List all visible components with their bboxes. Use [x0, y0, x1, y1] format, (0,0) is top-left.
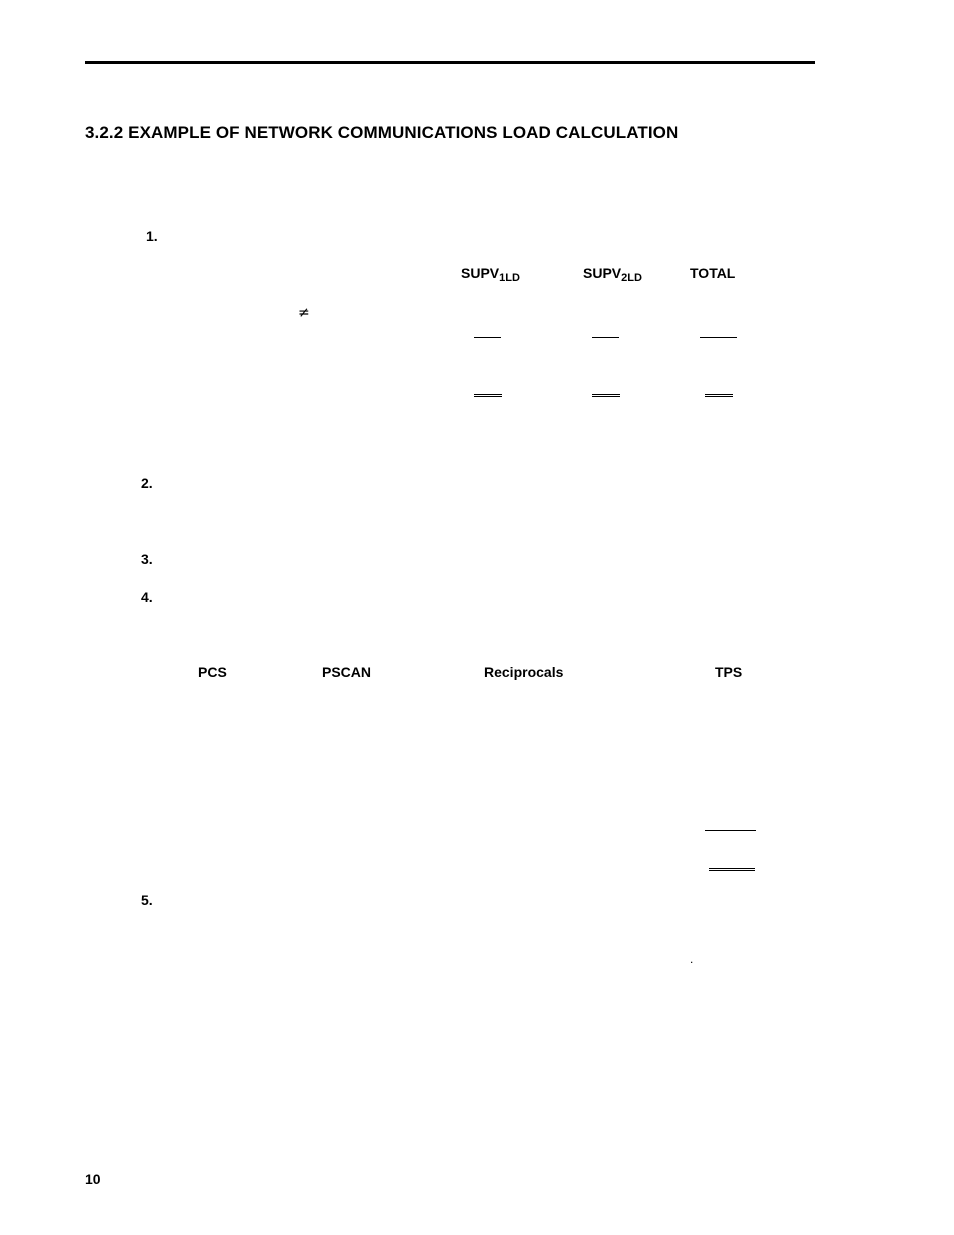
tps-total-double-rule	[709, 868, 755, 871]
reciprocals-header: Reciprocals	[484, 664, 564, 680]
not-equal-symbol: ≠	[298, 305, 310, 321]
supv2ld-total-double-rule	[592, 394, 620, 397]
total-header: TOTAL	[690, 265, 736, 281]
tps-subtotal-rule	[705, 830, 756, 831]
total-subtotal-rule	[700, 337, 737, 338]
step-number-3: 3.	[141, 551, 153, 567]
trailing-period: .	[690, 952, 694, 966]
section-heading: 3.2.2 EXAMPLE OF NETWORK COMMUNICATIONS LOAD CALCULATION	[85, 123, 679, 142]
pscan-header: PSCAN	[322, 664, 372, 680]
supv2ld-subtotal-rule	[592, 337, 619, 338]
step-number-1: 1.	[146, 228, 158, 244]
step-number-4: 4.	[141, 589, 153, 605]
step-number-2: 2.	[141, 475, 153, 491]
supv1ld-subtotal-rule	[474, 337, 501, 338]
supv1ld-header: $SUPV_{1LD}$	[461, 265, 520, 284]
page-number: 10	[85, 1171, 101, 1187]
step-number-5: 5.	[141, 892, 153, 908]
tps-header: TPS	[715, 664, 743, 680]
supv2ld-header: $SUPV_{2LD}$	[583, 265, 642, 284]
supv1ld-total-double-rule	[474, 394, 502, 397]
top-rule	[85, 61, 815, 64]
total-total-double-rule	[705, 394, 733, 397]
pcs-header: PCS	[198, 664, 227, 680]
